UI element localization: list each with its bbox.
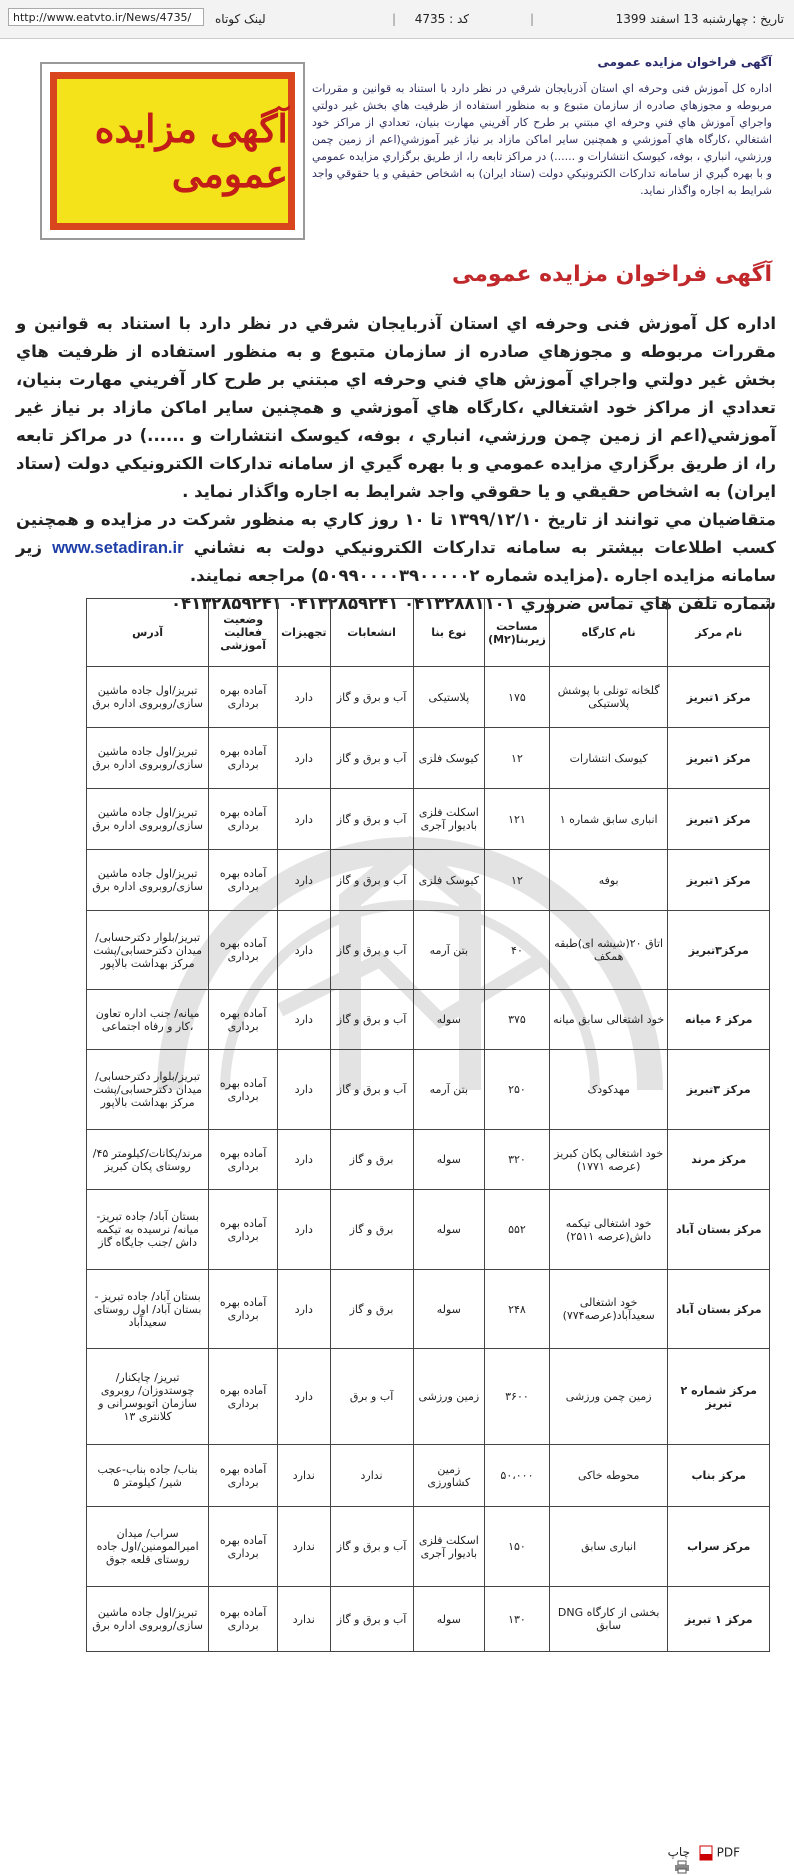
table-row <box>87 1445 770 1507</box>
equipment-cell: دارد <box>278 1050 330 1130</box>
area-cell: ۲۴۸ <box>485 1270 550 1349</box>
table-row <box>87 667 770 728</box>
equipment-cell: دارد <box>278 990 330 1050</box>
center-name-cell: مرکز شماره ۲ تبریز <box>668 1349 770 1445</box>
equipment-cell: ندارد <box>278 1507 330 1587</box>
building-type-cell: کیوسک فلزی <box>413 850 484 911</box>
address-cell: تبریز/اول جاده ماشین سازی/روبروی اداره برق <box>87 789 209 850</box>
utilities-cell: آب و برق و گاز <box>330 667 413 728</box>
application-text: متقاضيان مي توانند از تاريخ ۱۳۹۹/۱۲/۱۰ تا ۱۰ روز كاري به منظور شركت در مزايده و همچنين كسب اطلاعات بيشتر به سامانه تداركات الكترونيكي دولت به نشاني <box>16 510 776 557</box>
area-cell: ۴۰ <box>485 911 550 990</box>
address-cell: بناب/ جاده بناب-عجب شیر/ کیلومتر ۵ <box>87 1445 209 1507</box>
status-cell: آماده بهره برداری <box>209 667 278 728</box>
workshop-cell: بوفه <box>549 850 668 911</box>
news-date: تاریخ : چهارشنبه 13 اسفند 1399 <box>615 12 784 26</box>
workshop-cell: انباری سابق شماره ۱ <box>549 789 668 850</box>
building-type-cell: سوله <box>413 990 484 1050</box>
status-cell: آماده بهره برداری <box>209 990 278 1050</box>
utilities-cell: برق و گاز <box>330 1190 413 1270</box>
workshop-cell: خود اشتغالی سابق میانه <box>549 990 668 1050</box>
address-cell: مرند/پکانات/کیلومتر ۴۵/روستای پکان کبریز <box>87 1130 209 1190</box>
status-cell: آماده بهره برداری <box>209 1349 278 1445</box>
col-header: نام کارگاه <box>549 599 668 667</box>
col-header: انشعابات <box>330 599 413 667</box>
building-type-cell: سوله <box>413 1190 484 1270</box>
workshop-cell: خود اشتغالی سعیدآباد(عرصه۷۷۴) <box>549 1270 668 1349</box>
building-type-cell: اسکلت فلزی بادیوار آجری <box>413 789 484 850</box>
area-cell: ۱۲ <box>485 850 550 911</box>
status-cell: آماده بهره برداری <box>209 1587 278 1652</box>
print-label: چاپ <box>667 1845 690 1859</box>
building-type-cell: اسکلت فلزی بادیوار آجری <box>413 1507 484 1587</box>
status-cell: آماده بهره برداری <box>209 1050 278 1130</box>
center-name-cell: مرکز بستان آباد <box>668 1270 770 1349</box>
workshop-cell: انباری سابق <box>549 1507 668 1587</box>
status-cell: آماده بهره برداری <box>209 789 278 850</box>
table-row <box>87 1270 770 1349</box>
auction-number-text: زير سامانه مزايده اجاره .(مزايده شماره ۵۰۹۹۰۰۰۰۳۹۰۰۰۰۰۲) مراجعه نمايند. <box>16 538 776 585</box>
col-header: تجهیزات <box>278 599 330 667</box>
equipment-cell: دارد <box>278 911 330 990</box>
status-cell: آماده بهره برداری <box>209 1507 278 1587</box>
setadiran-link[interactable]: www.setadiran.ir <box>52 539 184 557</box>
printer-icon <box>674 1860 690 1874</box>
center-name-cell: مرکز ۶ میانه <box>668 990 770 1050</box>
equipment-cell: دارد <box>278 1130 330 1190</box>
center-name-cell: مرکز سراب <box>668 1507 770 1587</box>
address-cell: تبریز/اول جاده ماشین سازی/روبروی اداره برق <box>87 728 209 789</box>
area-cell: ۱۲۱ <box>485 789 550 850</box>
announcement-paragraph: اداره کل آموزش فنی وحرفه اي استان آذربايجان شرقي در نظر دارد با استناد به قوانين و مقررات مربوطه و مجوزهاي صادره از سازمان متبوع و به منظور استفاده از ظرفيت هاي بخش غير دولتي واجراي آموزش هاي فني وحرفه اي مبتني بر طرح کار آفريني مهارت بنيان، تعدادي از مراکز خود اشتغالي ،کارگاه هاي آموزشي و همچنين ساير اماکن مازاد بر نياز غير آموزشي(اعم از زمين چمن ورزشي، انباري ، بوفه، کيوسک انتشارات و ......) در مراکز تابعه را، از طريق برگزاري مزايده عمومي و با بهره گيري از سامانه تدارکات الکترونيکي دولت (ستاد ايران) به اشخاص حقيقي و يا حقوقي واجد شرايط به اجاره واگذار نمايد . <box>16 314 776 501</box>
pdf-button[interactable] <box>695 1845 740 1861</box>
equipment-cell: دارد <box>278 1349 330 1445</box>
utilities-cell: آب و برق و گاز <box>330 1507 413 1587</box>
area-cell: ۵۰،۰۰۰ <box>485 1445 550 1507</box>
col-header: مساحت زیربنا(M۲) <box>485 599 550 667</box>
center-name-cell: مرکز بناب <box>668 1445 770 1507</box>
building-type-cell: زمین ورزشی <box>413 1349 484 1445</box>
table-row <box>87 1349 770 1445</box>
table-row <box>87 990 770 1050</box>
print-button[interactable] <box>650 1845 690 1874</box>
utilities-cell: آب و برق و گاز <box>330 789 413 850</box>
status-cell: آماده بهره برداری <box>209 1130 278 1190</box>
table-header-row <box>87 599 770 667</box>
address-cell: سراب/ میدان امیرالمومنین/اول جاده روستای قلعه جوق <box>87 1507 209 1587</box>
phone-numbers: شماره تلفن هاي تماس ضروري ۰۴۱۳۲۸۸۱۱۰۱ ۰۴۱۳۲۸۵۹۲۴۱ ۰۴۱۳۲۸۵۹۲۴۱ <box>170 594 776 613</box>
pdf-label: PDF <box>716 1845 740 1860</box>
top-bar <box>0 0 794 39</box>
center-name-cell: مرکز ۱تبریز <box>668 667 770 728</box>
col-header: وضعیت فعالیت آموزشی <box>209 599 278 667</box>
col-header: نام مرکز <box>668 599 770 667</box>
summary-title: آگهی فراخوان مزایده عمومی <box>597 55 772 69</box>
workshop-cell: محوطه خاکی <box>549 1445 668 1507</box>
table-row <box>87 789 770 850</box>
address-cell: تبریز/اول جاده ماشین سازی/روبروی اداره برق <box>87 667 209 728</box>
address-cell: بستان آباد/ جاده تبریز - بستان آباد/ اول روستای سعیدآباد <box>87 1270 209 1349</box>
building-type-cell: سوله <box>413 1587 484 1652</box>
building-type-cell: کیوسک فلزی <box>413 728 484 789</box>
status-cell: آماده بهره برداری <box>209 911 278 990</box>
equipment-cell: دارد <box>278 667 330 728</box>
workshop-cell: اتاق ۲۰(شیشه ای)طبقه همکف <box>549 911 668 990</box>
center-name-cell: مرکز ۱ تبریز <box>668 1587 770 1652</box>
table-row <box>87 1587 770 1652</box>
building-type-cell: سوله <box>413 1270 484 1349</box>
area-cell: ۱۲ <box>485 728 550 789</box>
equipment-cell: دارد <box>278 728 330 789</box>
short-link-input[interactable]: http://www.eatvto.ir/News/4735/ <box>8 8 204 26</box>
table-row <box>87 1190 770 1270</box>
col-header: نوع بنا <box>413 599 484 667</box>
workshop-cell: کیوسک انتشارات <box>549 728 668 789</box>
area-cell: ۳۲۰ <box>485 1130 550 1190</box>
building-type-cell: بتن آرمه <box>413 911 484 990</box>
address-cell: تبریز/اول جاده ماشین سازی/روبروی اداره برق <box>87 1587 209 1652</box>
table-row <box>87 1507 770 1587</box>
center-name-cell: مرکز۳تبریز <box>668 911 770 990</box>
status-cell: آماده بهره برداری <box>209 728 278 789</box>
address-cell: تبریز/اول جاده ماشین سازی/روبروی اداره برق <box>87 850 209 911</box>
page-title: آگهی فراخوان مزایده عمومی <box>452 262 772 287</box>
table-row <box>87 1130 770 1190</box>
logo-text: آگهی مزایده عمومی <box>57 79 288 223</box>
area-cell: ۳۷۵ <box>485 990 550 1050</box>
center-name-cell: مرکز ۳تبریز <box>668 1050 770 1130</box>
table-row <box>87 728 770 789</box>
auction-items-table <box>86 598 770 1652</box>
area-cell: ۱۳۰ <box>485 1587 550 1652</box>
area-cell: ۲۵۰ <box>485 1050 550 1130</box>
address-cell: تبریز/بلوار دکترحسابی/میدان دکترحسابی/پشت مرکز بهداشت بالاپور <box>87 911 209 990</box>
utilities-cell: برق و گاز <box>330 1130 413 1190</box>
equipment-cell: ندارد <box>278 1587 330 1652</box>
utilities-cell: ندارد <box>330 1445 413 1507</box>
utilities-cell: آب و برق و گاز <box>330 990 413 1050</box>
address-cell: تبریز/ چایکنار/چوستدوزان/ روبروی سازمان اتوبوسرانی و کلانتری ۱۳ <box>87 1349 209 1445</box>
address-cell: بستان آباد/ جاده تبریز-میانه/ نرسیده به تیکمه داش /جنب جایگاه گاز <box>87 1190 209 1270</box>
center-name-cell: مرکز مرند <box>668 1130 770 1190</box>
status-cell: آماده بهره برداری <box>209 1445 278 1507</box>
equipment-cell: دارد <box>278 1270 330 1349</box>
announcement-body <box>16 310 776 618</box>
building-type-cell: بتن آرمه <box>413 1050 484 1130</box>
equipment-cell: ندارد <box>278 1445 330 1507</box>
building-type-cell: زمین کشاورزی <box>413 1445 484 1507</box>
auction-logo-image <box>40 62 305 240</box>
building-type-cell: پلاستیکی <box>413 667 484 728</box>
address-cell: میانه/ جنب اداره تعاون ،کار و رفاه اجتماعی <box>87 990 209 1050</box>
table-row <box>87 911 770 990</box>
summary-text: اداره کل آموزش فنی وحرفه اي استان آذربايجان شرقي در نظر دارد با استناد به قوانين و مقررات مربوطه و مجوزهاي صادره از سازمان متبوع و به منظور استفاده از ظرفيت هاي بخش غير دولتي واجراي آموزش هاي فني وحرفه اي مبتني بر طرح کار آفريني مهارت بنيان، تعدادي از مراکز خود اشتغالي ،کارگاه هاي آموزشي و همچنين ساير اماکن مازاد بر نياز غير آموزشي(اعم از زمين چمن ورزشي، انباري ، بوفه، کيوسک انتشارات و ......) در مراکز تابعه را، از طريق برگزاري مزايده عمومي و با بهره گيري از سامانه تدارکات الکترونيکي دولت (ستاد ايران) به اشخاص حقيقي و يا حقوقي واجد شرايط به اجاره واگذار نمايد. <box>312 82 772 197</box>
equipment-cell: دارد <box>278 850 330 911</box>
center-name-cell: مرکز بستان آباد <box>668 1190 770 1270</box>
workshop-cell: زمین چمن ورزشی <box>549 1349 668 1445</box>
equipment-cell: دارد <box>278 1190 330 1270</box>
status-cell: آماده بهره برداری <box>209 1190 278 1270</box>
area-cell: ۳۶۰۰ <box>485 1349 550 1445</box>
area-cell: ۵۵۲ <box>485 1190 550 1270</box>
status-cell: آماده بهره برداری <box>209 850 278 911</box>
area-cell: ۱۵۰ <box>485 1507 550 1587</box>
workshop-cell: گلخانه تونلی با پوشش پلاستیکی <box>549 667 668 728</box>
workshop-cell: خود اشتغالی پکان کبریز (عرصه ۱۷۷۱) <box>549 1130 668 1190</box>
center-name-cell: مرکز ۱تبریز <box>668 850 770 911</box>
application-paragraph <box>16 506 776 590</box>
center-name-cell: مرکز ۱تبریز <box>668 789 770 850</box>
short-link-label: لینک کوتاه <box>215 12 266 26</box>
separator: | <box>391 12 396 26</box>
center-name-cell: مرکز ۱تبریز <box>668 728 770 789</box>
workshop-cell: خود اشتغالی تیکمه داش(عرصه ۲۵۱۱) <box>549 1190 668 1270</box>
utilities-cell: آب و برق و گاز <box>330 1050 413 1130</box>
col-header: آدرس <box>87 599 209 667</box>
workshop-cell: مهدکودک <box>549 1050 668 1130</box>
news-code: کد : 4735 <box>414 12 469 26</box>
table-row <box>87 850 770 911</box>
status-cell: آماده بهره برداری <box>209 1270 278 1349</box>
pdf-icon <box>699 1845 713 1861</box>
table-row <box>87 1050 770 1130</box>
separator: | <box>529 12 534 26</box>
address-cell: تبریز/بلوار دکترحسابی/میدان دکترحسابی/پشت مرکز بهداشت بالاپور <box>87 1050 209 1130</box>
equipment-cell: دارد <box>278 789 330 850</box>
utilities-cell: برق و گاز <box>330 1270 413 1349</box>
workshop-cell: بخشی از کارگاه DNG سابق <box>549 1587 668 1652</box>
utilities-cell: آب و برق و گاز <box>330 728 413 789</box>
utilities-cell: آب و برق و گاز <box>330 850 413 911</box>
area-cell: ۱۷۵ <box>485 667 550 728</box>
utilities-cell: آب و برق <box>330 1349 413 1445</box>
utilities-cell: آب و برق و گاز <box>330 1587 413 1652</box>
utilities-cell: آب و برق و گاز <box>330 911 413 990</box>
building-type-cell: سوله <box>413 1130 484 1190</box>
